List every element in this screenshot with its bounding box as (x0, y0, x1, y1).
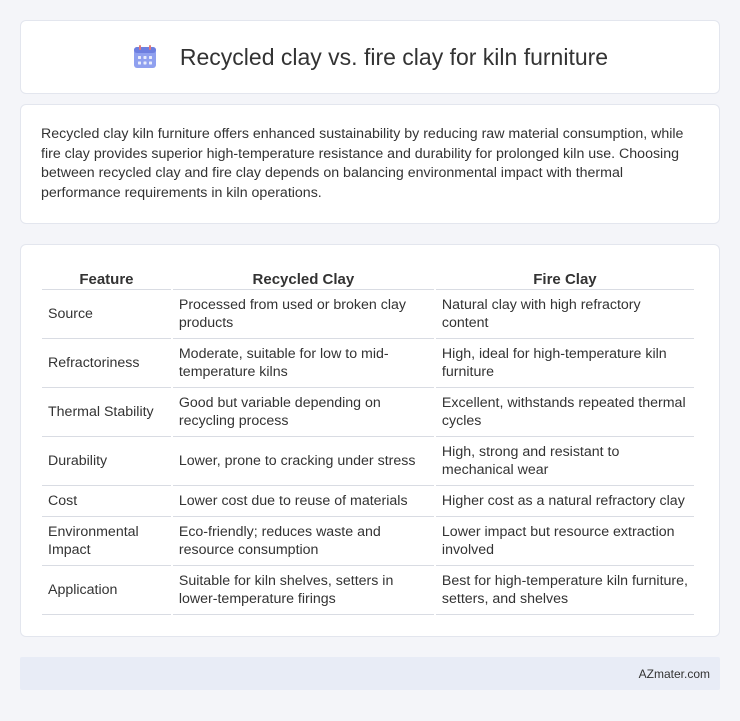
feature-cell: Durability (42, 437, 171, 486)
table-row (42, 517, 694, 566)
recycled-clay-cell: Suitable for kiln shelves, setters in lower-temperature firings (173, 566, 434, 615)
header-fire-clay: Fire Clay (436, 265, 694, 290)
summary-text: Recycled clay kiln furniture offers enhanced sustainability by reducing raw material consumption, while fire clay provides superior high-temperature resistance and durability for prolonged kiln use. Choosing between recycled clay and fire clay depends on balancing environmental impact with thermal performance requirements in kiln operations. (41, 126, 684, 201)
fire-clay-cell: Natural clay with high refractory content (436, 290, 694, 339)
fire-clay-cell: Higher cost as a natural refractory clay (436, 486, 694, 517)
fire-clay-cell: High, ideal for high-temperature kiln furniture (436, 339, 694, 388)
header-feature: Feature (42, 265, 171, 290)
footer-brand: AZmater.com (638, 666, 710, 681)
table-row (42, 486, 694, 517)
fire-clay-cell: Lower impact but resource extraction involved (436, 517, 694, 566)
recycled-clay-cell: Lower, prone to cracking under stress (173, 437, 434, 486)
table-header-row (42, 265, 694, 290)
recycled-clay-cell: Good but variable depending on recycling process (173, 388, 434, 437)
fire-clay-cell: Best for high-temperature kiln furniture, setters, and shelves (436, 566, 694, 615)
header-recycled-clay: Recycled Clay (173, 265, 434, 290)
recycled-clay-cell: Moderate, suitable for low to mid-temperature kilns (173, 339, 434, 388)
fire-clay-cell: High, strong and resistant to mechanical wear (436, 437, 694, 486)
feature-cell: Application (42, 566, 171, 615)
page-title: Recycled clay vs. fire clay for kiln furniture (179, 43, 609, 70)
calendar-icon (132, 44, 158, 70)
comparison-table (40, 265, 696, 615)
feature-cell: Thermal Stability (42, 388, 171, 437)
comparison-table-card (20, 244, 720, 637)
feature-cell: Environmental Impact (42, 517, 171, 566)
recycled-clay-cell: Eco-friendly; reduces waste and resource consumption (173, 517, 434, 566)
table-row (42, 437, 694, 486)
fire-clay-cell: Excellent, withstands repeated thermal cycles (436, 388, 694, 437)
table-row (42, 388, 694, 437)
feature-cell: Refractoriness (42, 339, 171, 388)
table-row (42, 339, 694, 388)
recycled-clay-cell: Processed from used or broken clay products (173, 290, 434, 339)
recycled-clay-cell: Lower cost due to reuse of materials (173, 486, 434, 517)
table-row (42, 290, 694, 339)
title-card (20, 20, 720, 94)
summary-card (20, 104, 720, 224)
feature-cell: Cost (42, 486, 171, 517)
feature-cell: Source (42, 290, 171, 339)
footer (20, 657, 720, 690)
table-row (42, 566, 694, 615)
